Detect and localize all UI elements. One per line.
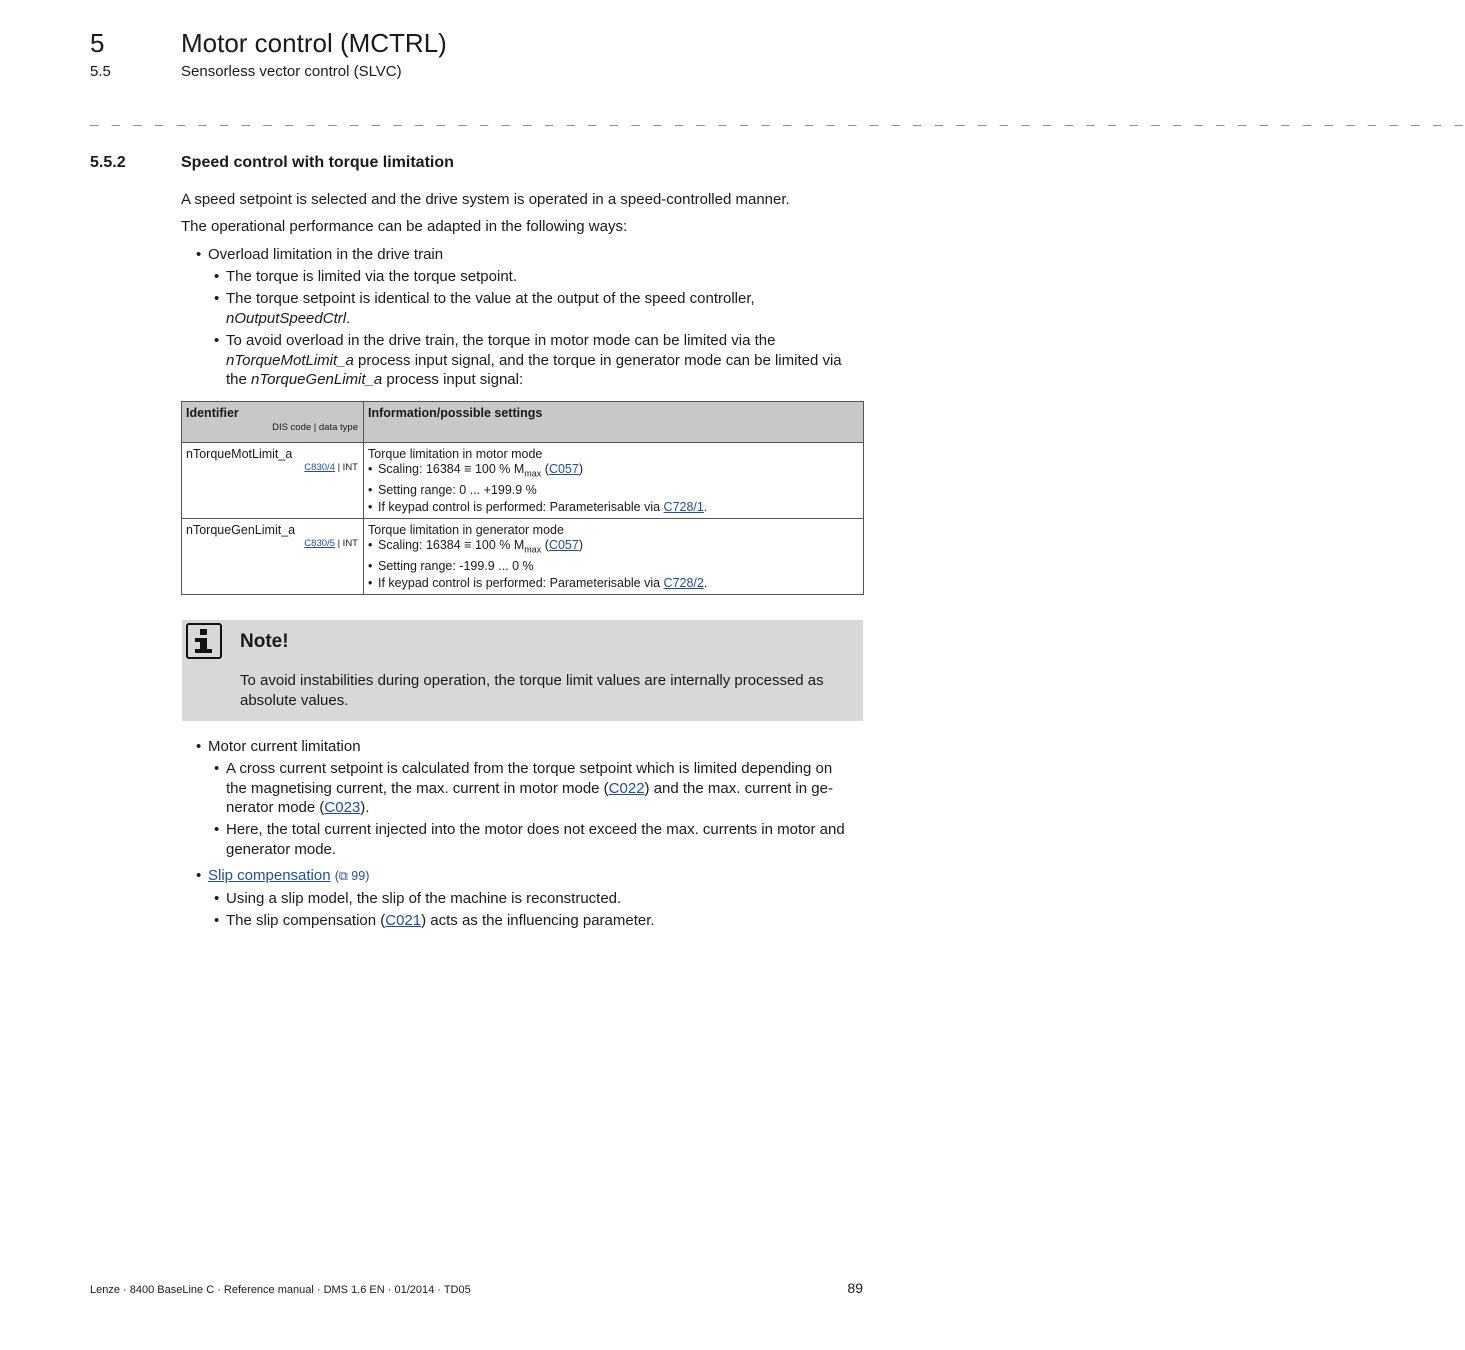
parameter-link[interactable]: C021 — [385, 912, 422, 929]
section-title: Sensorless vector control (SLVC) — [181, 63, 402, 80]
list-item: • The torque setpoint is identical to the value at the output of the speed controller, nOutputSpeedCtrl. — [214, 290, 755, 327]
list-item: • Here, the total current injected into the motor does not exceed the max. currents in motor and generator mode. — [214, 821, 845, 858]
code-link[interactable]: C830/5 — [304, 538, 335, 549]
table-header-row — [182, 402, 864, 443]
info-title: Torque limitation in generator mode — [368, 523, 564, 537]
list-item-slip: • Slip compensation (⧉ 99) — [196, 867, 370, 884]
footer-text: Lenze · 8400 BaseLine C · Reference manual · DMS 1.6 EN · 01/2014 · TD05 — [90, 1284, 471, 1296]
page-reference[interactable]: (⧉ 99) — [334, 869, 370, 883]
chapter-number: 5 — [90, 28, 105, 58]
parameter-link[interactable]: C057 — [548, 538, 579, 552]
list-item: • Setting range: -199.9 ... 0 % — [368, 558, 858, 575]
table-row: nTorqueGenLimit_a C830/5 | INT Torque limitation in generator mode • Scaling: 16384 ≡ 100 % $M_{max}$ (C057) • Setting range: -199.9 ... 0 % • If keypad control is performed: Parameterisable via C728/2. — [182, 519, 864, 595]
identifier-cell: nTorqueGenLimit_a — [186, 523, 296, 537]
table-row: nTorqueMotLimit_a C830/4 | INT Torque limitation in motor mode • Scaling: 16384 ≡ 100 % $M_{max}$ (C057) • Setting range: 0 ... +199.9 % • If keypad control is performed: Parameterisable via C728/1. — [182, 443, 864, 519]
parameter-link[interactable]: C728/1 — [663, 499, 704, 514]
list-item-overload: • Overload limitation in the drive train — [196, 246, 444, 263]
info-icon — [186, 623, 222, 659]
column-header-identifier: Identifier DIS code | data type — [182, 402, 364, 443]
parameter-link[interactable]: C728/2 — [663, 575, 704, 590]
info-title: Torque limitation in motor mode — [368, 447, 543, 461]
subsection-number: 5.5.2 — [90, 154, 126, 171]
page-number: 89 — [847, 1280, 863, 1296]
list-item: • If keypad control is performed: Parameterisable via C728/2. — [368, 575, 858, 592]
list-item: • Scaling: 16384 ≡ 100 % $M_{max}$ (C057) — [368, 537, 858, 558]
identifier-cell: nTorqueMotLimit_a — [186, 447, 293, 461]
list-item: • If keypad control is performed: Parameterisable via C728/1. — [368, 499, 858, 516]
note-title: Note! — [240, 631, 289, 652]
slip-compensation-link[interactable]: Slip compensation — [208, 867, 331, 884]
intro-paragraph-2: The operational performance can be adapted in the following ways: — [181, 218, 628, 235]
intro-paragraph-1: A speed setpoint is selected and the drive system is operated in a speed-controlled manner. — [181, 191, 790, 208]
list-item-current: • Motor current limitation — [196, 738, 361, 755]
list-item: • Scaling: 16384 ≡ 100 % $M_{max}$ (C057) — [368, 461, 858, 482]
parameter-link[interactable]: C057 — [548, 462, 579, 476]
list-item: • The torque is limited via the torque setpoint. — [214, 268, 517, 285]
list-item: • Setting range: 0 ... +199.9 % — [368, 482, 858, 499]
list-item: • The slip compensation (C021) acts as the influencing parameter. — [214, 912, 655, 929]
list-item: • A cross current setpoint is calculated from the torque setpoint which is limited depending on the magnetising current, the max. current in motor mode (C022) and the max. current in ge- nerator mode (C023). — [214, 760, 833, 816]
list-item: • Using a slip model, the slip of the machine is reconstructed. — [214, 890, 622, 907]
note-box — [182, 620, 863, 721]
subsection-title: Speed control with torque limitation — [181, 154, 454, 171]
note-text: To avoid instabilities during operation, the torque limit values are internally processed as absolute values. — [240, 672, 824, 709]
section-number: 5.5 — [90, 63, 111, 80]
column-header-information: Information/possible settings — [364, 402, 864, 443]
parameter-link[interactable]: C022 — [608, 779, 645, 797]
list-item: • To avoid overload in the drive train, the torque in motor mode can be limited via the nTorqueMotLimit_a process input signal, and the torque in generator mode can be limited via the nTorqueGenLimit_a process input signal: — [214, 332, 842, 388]
settings-table — [181, 401, 864, 595]
header-separator: _ _ _ _ _ _ _ _ _ _ _ _ _ _ _ _ _ _ _ _ _ _ _ _ _ _ _ _ _ _ _ _ _ _ _ _ _ _ _ _ _ _ _ _ _ _ _ _ _ _ _ _ _ _ _ _ _ _ _ _ _ _ _ _ — [90, 110, 1465, 126]
code-link[interactable]: C830/4 — [304, 462, 335, 473]
chapter-title: Motor control (MCTRL) — [181, 28, 447, 58]
parameter-link[interactable]: C023 — [324, 799, 361, 816]
